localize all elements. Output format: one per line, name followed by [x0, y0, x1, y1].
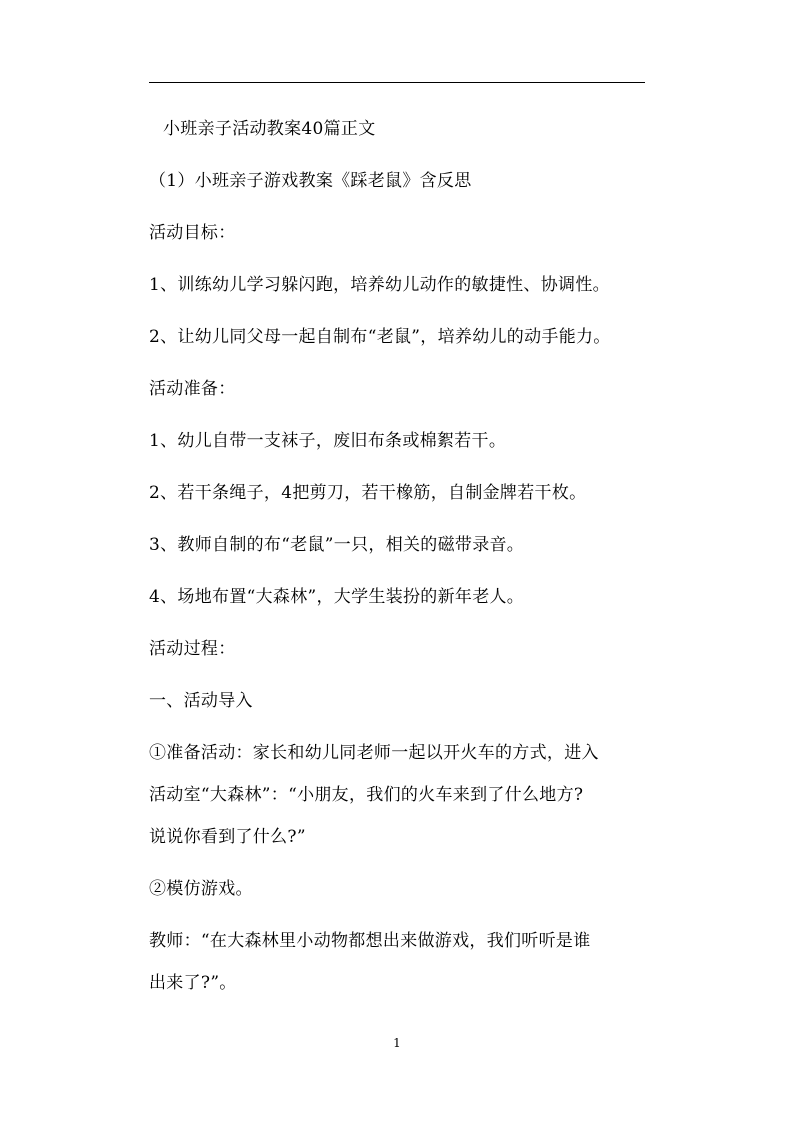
step-1-line-2: 活动室“大森林”：“小朋友，我们的火车来到了什么地方? — [149, 785, 584, 805]
goal-item-2: 2、让幼儿同父母一起自制布“老鼠”，培养幼儿的动手能力。 — [149, 327, 611, 347]
prep-item-3: 3、教师自制的布“老鼠”一只，相关的磁带录音。 — [149, 535, 525, 555]
teacher-line-2: 出来了?”。 — [149, 973, 237, 993]
step-2: ②模仿游戏。 — [149, 879, 253, 899]
page-number: 1 — [393, 1036, 401, 1050]
prep-item-1: 1、幼儿自带一支袜子，废旧布条或棉絮若干。 — [149, 431, 507, 451]
teacher-line-1: 教师：“在大森林里小动物都想出来做游戏，我们听听是谁 — [149, 931, 591, 951]
lesson-subtitle: （1）小班亲子游戏教案《踩老鼠》含反思 — [149, 171, 472, 191]
goals-heading: 活动目标： — [149, 223, 236, 243]
document-title: 小班亲子活动教案40篇正文 — [163, 119, 376, 139]
step-1-line-3: 说说你看到了什么?” — [149, 827, 306, 847]
process-heading: 活动过程： — [149, 639, 236, 659]
section-heading-1: 一、活动导入 — [149, 691, 253, 711]
prep-item-4: 4、场地布置“大森林”，大学生装扮的新年老人。 — [149, 587, 525, 607]
prep-heading: 活动准备： — [149, 379, 236, 399]
header-rule — [149, 82, 645, 83]
step-1-line-1: ①准备活动：家长和幼儿同老师一起以开火车的方式，进入 — [149, 743, 599, 763]
prep-item-2: 2、若干条绳子，4把剪刀，若干橡筋，自制金牌若干枚。 — [149, 483, 587, 503]
goal-item-1: 1、训练幼儿学习躲闪跑，培养幼儿动作的敏捷性、协调性。 — [149, 275, 610, 295]
